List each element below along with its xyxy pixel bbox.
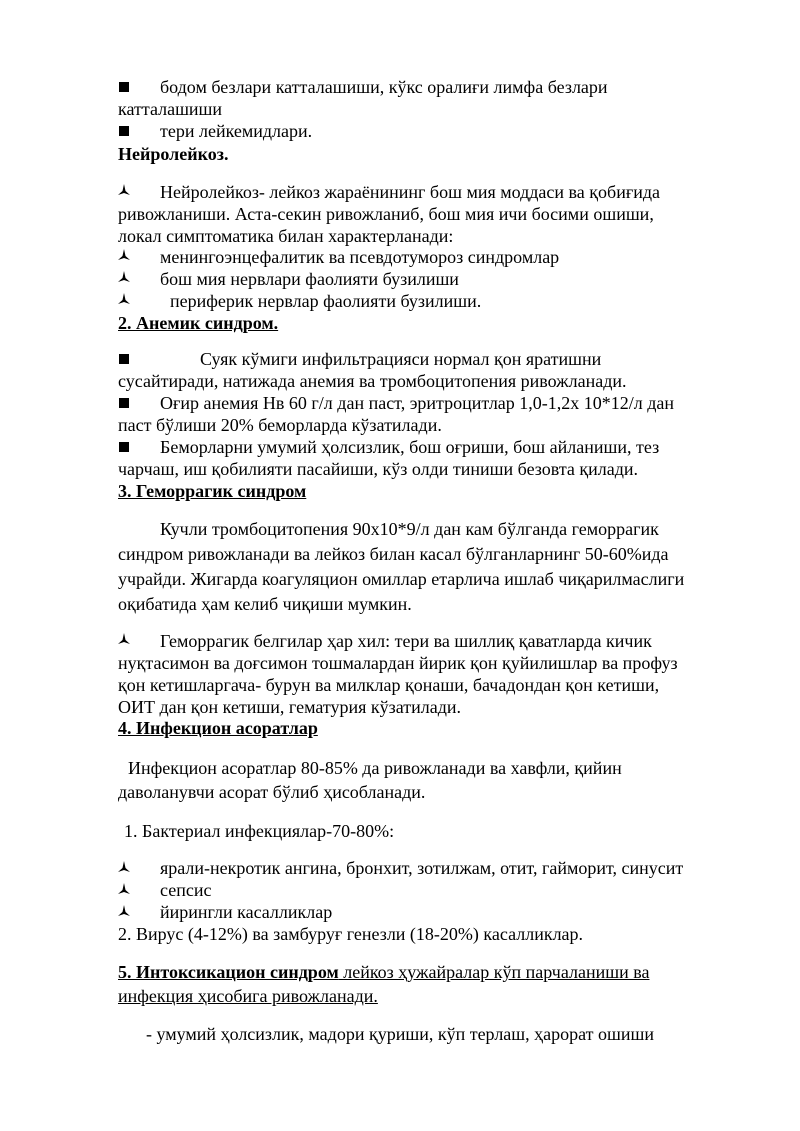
arrow-bullet-icon: [117, 882, 131, 896]
square-bullet-icon: [119, 354, 129, 364]
text-line: Беморларни умумий ҳолсизлик, бош оғриши, бош айланиши, тез: [160, 437, 660, 457]
text-line: 2. Вирус (4-12%) ва замбуруғ генезли (18-20%) касалликлар.: [118, 924, 584, 944]
square-bullet-icon: [119, 398, 129, 408]
text-line: катталашиши: [118, 99, 223, 119]
square-bullet-icon: [119, 82, 129, 92]
text-line: лейкоз ҳужайралар кўп парчаланиши ва: [338, 962, 650, 982]
text-line: Кучли тромбоцитопения 90х10*9/л дан кам бўлганда геморрагик: [160, 519, 659, 539]
section-heading: Нейролейкоз.: [118, 144, 229, 164]
section-heading: 5. Интоксикацион синдром: [118, 962, 339, 982]
text-line: [118, 961, 649, 983]
text-line: Инфекцион асоратлар 80-85% да ривожланади ва хавфли, қийин: [128, 758, 622, 778]
text-line: синдром ривожланади ва лейкоз билан касал бўлганларнинг 50-60%ида: [118, 544, 669, 564]
text-line: сусайтиради, натижада анемия ва тромбоцитопения ривожланади.: [118, 371, 627, 391]
text-line: нуқтасимон ва доғсимон тошмалардан йирик қон қуйилишлар ва профуз: [118, 653, 678, 673]
text-line: Оғир анемия Нв 60 г/л дан паст, эритроцитлар 1,0-1,2х 10*12/л дан: [160, 393, 675, 413]
arrow-bullet-icon: [117, 183, 131, 197]
square-bullet-icon: [119, 442, 129, 452]
arrow-bullet-icon: [117, 904, 131, 918]
text-line: чарчаш, иш қобилияти пасайиши, кўз олди тиниши безовта қилади.: [118, 459, 639, 479]
text-line: - умумий ҳолсизлик, мадори қуриши, кўп терлаш, ҳарорат ошиши: [146, 1024, 655, 1044]
text-line: периферик нервлар фаолияти бузилиши.: [170, 291, 482, 311]
text-line: ярали-некротик ангина, бронхит, зотилжам, отит, гайморит, синусит: [160, 858, 684, 878]
section-heading: 2. Анемик синдром.: [118, 313, 279, 333]
text-line: менингоэнцефалитик ва псевдотумороз синдромлар: [160, 247, 560, 267]
square-bullet-icon: [119, 126, 129, 136]
text-line: бош мия нервлари фаолияти бузилиши: [160, 269, 459, 289]
text-line: ОИТ дан қон кетиши, гематурия кўзатилади.: [118, 697, 462, 717]
arrow-bullet-icon: [117, 270, 131, 284]
text-line: бодом безлари катталашиши, кўкс оралиғи лимфа безлари: [160, 77, 608, 97]
text-line: паст бўлиши 20% беморларда кўзатилади.: [118, 415, 442, 435]
text-line: Суяк кўмиги инфильтрацияси нормал қон яратишни: [200, 349, 602, 369]
arrow-bullet-icon: [117, 860, 131, 874]
arrow-bullet-icon: [117, 632, 131, 646]
text-line: 1. Бактериал инфекциялар-70-80%:: [124, 821, 395, 841]
text-line: қон кетишларгача- бурун ва милклар қонаши, бачадондан қон кетиши,: [118, 675, 660, 695]
section-heading: 3. Геморрагик синдром: [118, 481, 307, 501]
text-line: локал симптоматика билан характерланади:: [118, 226, 454, 246]
text-line: йирингли касалликлар: [160, 902, 333, 922]
text-line: Геморрагик белгилар ҳар хил: тери ва шиллиқ қаватларда кичик: [160, 631, 652, 651]
text-line: оқибатида ҳам келиб чиқиши мумкин.: [118, 594, 412, 614]
text-line: Нейролейкоз- лейкоз жараёнининг бош мия моддаси ва қобиғида: [160, 182, 660, 202]
text-line: учрайди. Жигарда коагуляцион омиллар етарлича ишлаб чиқарилмаслиги: [118, 569, 685, 589]
text-line: ривожланиши. Аста-секин ривожланиб, бош мия ичи босими ошиши,: [118, 204, 654, 224]
text-line: инфекция ҳисобига ривожланади.: [118, 986, 378, 1006]
arrow-bullet-icon: [117, 248, 131, 262]
arrow-bullet-icon: [117, 292, 131, 306]
text-line: сепсис: [160, 880, 212, 900]
text-line: тери лейкемидлари.: [160, 121, 313, 141]
text-line: даволанувчи асорат бўлиб ҳисобланади.: [118, 782, 426, 802]
section-heading: 4. Инфекцион асоратлар: [118, 718, 318, 738]
